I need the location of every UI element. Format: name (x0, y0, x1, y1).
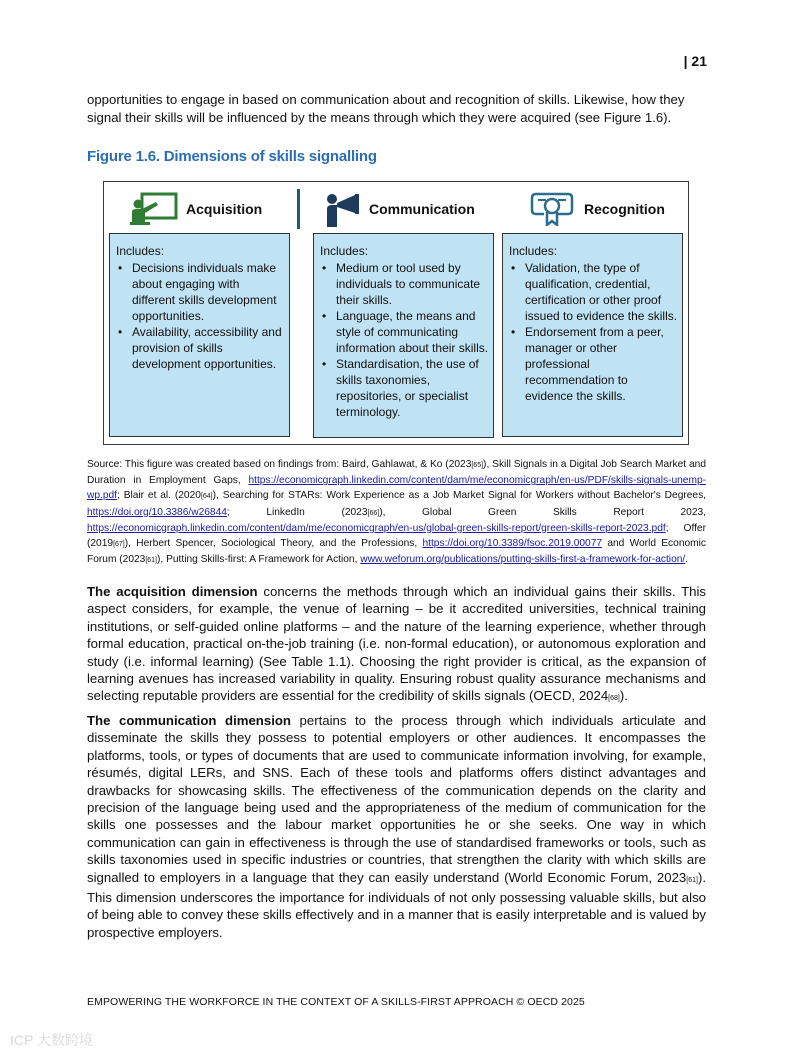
communication-box (313, 233, 494, 438)
source-text: ), Putting Skills-first: A Framework for Action, (157, 554, 361, 566)
reference-marker: [66] (367, 509, 380, 517)
acquisition-paragraph (87, 583, 706, 708)
source-link[interactable]: https://doi.org/10.3386/w26844 (87, 506, 227, 518)
skills-signalling-figure (103, 181, 689, 445)
recognition-list (509, 260, 678, 404)
reference-marker: [64] (200, 493, 213, 501)
source-text: . (685, 554, 689, 566)
paragraph-text: pertains to the process through which individuals articulate and disseminate the skills they possess to potential employers or other audiences. It encompasses the platforms, tools, or types of documents that are used to communicate information involving, for example, résumés, digital LERs, and SNS. Each of these tools and platforms offers distinct advantages and drawbacks for showcasing skills. The effectiveness of the communication depends on the clarity and precision of the language being used and the appropriateness of the medium of communication for the skills one possesses and the labour market opportunities he or she seeks. One way in which communication can gain in effectiveness is through the use of standardised frameworks or tools, such as skills taxonomies used in specific industries or countries, that strengthen the clarity with which skills are signalled to employers in a language that they can easily understand (World Economic Forum, 2023 (87, 713, 706, 885)
page-number: | 21 (683, 53, 707, 69)
recognition-heading: Recognition (584, 201, 665, 217)
paragraph-text: concerns the methods through which an individual gains their skills. This aspect considers, for example, the venue of learning – be it accredited universities, technical training institutions, or self-guided online platforms – and the nature of the learning experience, whether through formal education, practical on-the-job training (i.e. non-formal education), or autonomous exploration and study (i.e. informal learning) (See Table 1.1). Choosing the right provider is critical, as the expansion of learning avenues has increased variability in quality. Ensuring robust quality assurance mechanisms and selecting reputable providers are essential for the credibility of skills signals (OECD, 2024 (87, 584, 707, 704)
list-item: • Availability, accessibility and provision of skills development opportunities. (116, 324, 285, 372)
communication-header (325, 188, 475, 230)
communication-paragraph (87, 712, 706, 941)
recognition-box (502, 233, 683, 437)
acquisition-box (109, 233, 290, 437)
source-text: and World Economic Forum (2023 (87, 538, 706, 566)
includes-label: Includes: (320, 244, 369, 258)
source-link[interactable]: https://economicgraph.linkedin.com/content/dam/me/economicgraph/en-us/global-green-skills-report/green-skills-report-2023.pdf (87, 522, 666, 534)
source-link[interactable]: www.weforum.org/publications/putting-skills-first-a-framework-for-action/ (360, 554, 686, 566)
list-item: • Language, the means and style of communicating information about their skills. (320, 308, 489, 356)
source-text: Source: This figure was created based on findings from: Baird, Gahlawat, & Ko (2023 (87, 459, 472, 470)
communication-list (320, 260, 489, 420)
reference-marker: [67] (113, 541, 125, 549)
page-footer: EMPOWERING THE WORKFORCE IN THE CONTEXT OF A SKILLS-FIRST APPROACH © OECD 2025 (87, 996, 585, 1008)
paragraph-text: ). (619, 688, 628, 704)
source-text: ; LinkedIn (2023 (226, 506, 368, 518)
figure-title: Figure 1.6. Dimensions of skills signalling (87, 148, 377, 165)
acquisition-list (116, 260, 285, 372)
certificate-icon (528, 192, 576, 226)
source-text: ), Herbert Spencer, Sociological Theory, and the Professions, (124, 538, 423, 550)
reference-marker: [68] (608, 695, 620, 703)
source-text: ), Global Green Skills Report 2023, (379, 506, 706, 518)
list-item: • Decisions individuals make about engaging with different skills development opportunities. (116, 260, 285, 324)
megaphone-person-icon (325, 191, 361, 227)
reference-marker: [65] (471, 462, 484, 469)
includes-label: Includes: (509, 244, 558, 258)
reference-marker: [61] (686, 876, 698, 884)
list-item: • Standardisation, the use of skills taxonomies, repositories, or specialist terminology. (320, 356, 489, 420)
communication-heading: Communication (369, 201, 475, 217)
watermark: ICP 大数跨境 (10, 1032, 93, 1048)
intro-paragraph: opportunities to engage in based on communication about and recognition of skills. Likewise, how they signal their skills will be influenced by the means through which they were acquired (see Figure 1.6). (87, 92, 685, 125)
recognition-header (528, 188, 665, 230)
list-item: • Validation, the type of qualification, credential, certification or other proof issued to evidence the skills. (509, 260, 678, 324)
paragraph-lead: The acquisition dimension (87, 584, 258, 599)
source-text: ; Offer (2019 (87, 522, 706, 550)
source-link[interactable]: https://economicgraph.linkedin.com/content/dam/me/economicgraph/en-us/PDF/skills-signals-unemp-wp.pdf (87, 475, 706, 502)
list-item: • Medium or tool used by individuals to communicate their skills. (320, 260, 489, 308)
acquisition-header (130, 188, 262, 230)
source-link[interactable]: https://doi.org/10.3389/fsoc.2019.00077 (422, 538, 603, 550)
source-text: ; Blair et al. (2020 (117, 490, 201, 502)
acquisition-heading: Acquisition (186, 201, 263, 217)
source-text: ), Searching for STARs: Work Experience as a Job Market Signal for Workers without Bachelor's Degrees, (212, 490, 707, 502)
figure-source-note (87, 457, 706, 568)
source-text: ), Skill Signals in a Digital Job Search Market and Duration in Employment Gaps, (87, 459, 706, 487)
header-divider (297, 189, 300, 229)
paragraph-text: ). This dimension underscores the importance for individuals of not only possessing valuable skills, but also of being able to convey these skills effectively and in a manner that is easily interpretable and is valued by prospective employers. (87, 869, 706, 940)
includes-label: Includes: (116, 244, 165, 258)
reference-marker: [61] (145, 557, 158, 565)
teacher-board-icon (130, 192, 178, 226)
paragraph-lead: The communication dimension (87, 713, 291, 728)
list-item: • Endorsement from a peer, manager or other professional recommendation to evidence the skills. (509, 324, 678, 404)
